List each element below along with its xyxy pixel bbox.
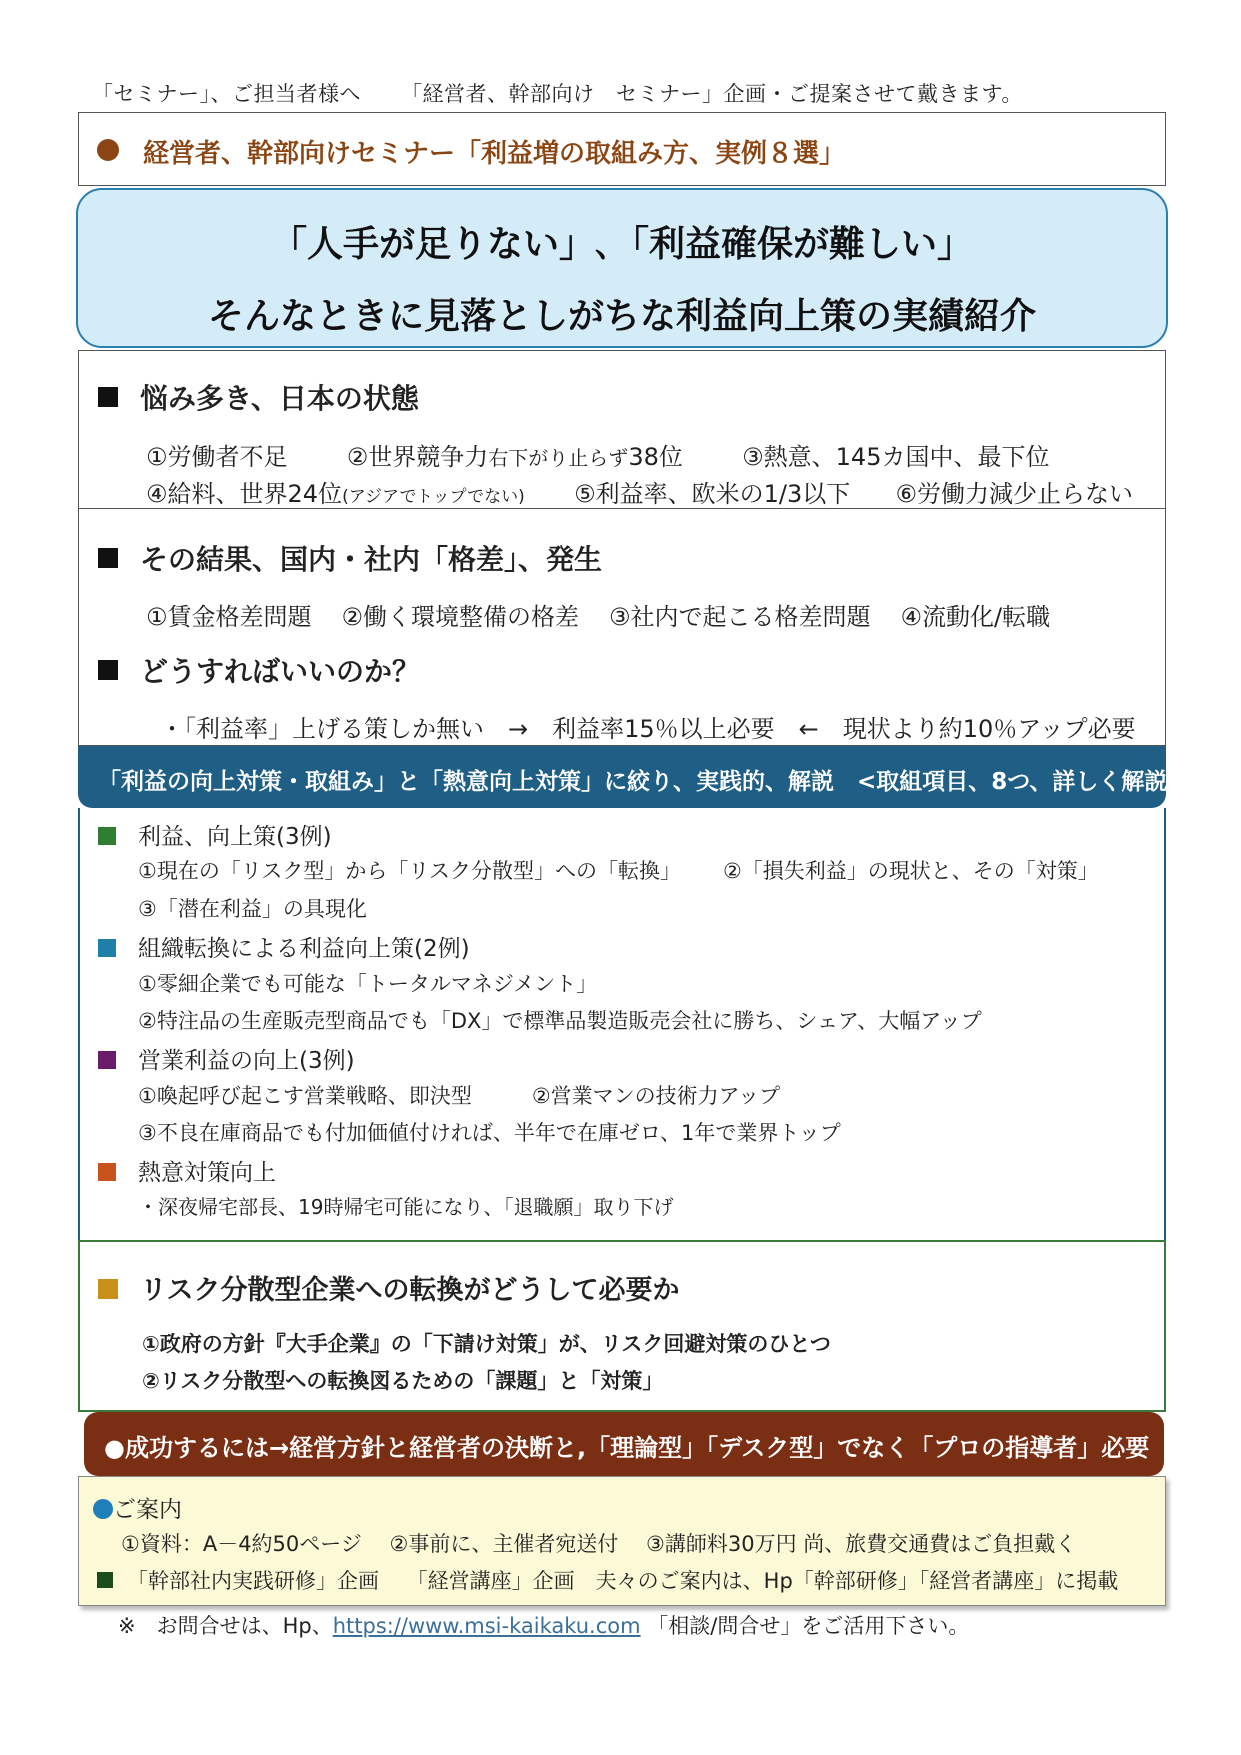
- hero-line-2: そんなときに見落としがちな利益向上策の実績紹介: [207, 296, 1036, 337]
- category-enthusiasm: 熱意対策向上: [98, 1154, 276, 1187]
- gold-square-icon: [98, 1279, 118, 1299]
- square-bullet-icon: [98, 660, 118, 680]
- green-square-icon: [98, 827, 116, 845]
- risk-item: ②リスク分散型への転換図るための「課題」と「対策」: [142, 1369, 664, 1393]
- top-line: [92, 78, 1023, 108]
- list-item: ②特注品の生産販売型商品でも「DX」で標準品製造販売会社に勝ち、シェア、大幅アップ: [138, 1009, 982, 1033]
- top-line-left: 「セミナー」、ご担当者様へ: [92, 82, 361, 106]
- japan-state-row-1: ①労働者不足 ②世界競争力右下がり止らず38位 ③熱意、145カ国中、最下位: [146, 443, 1050, 471]
- risk-heading: リスク分散型企業への転換がどうして必要か: [98, 1268, 679, 1307]
- footer-note: ※ お問合せは、Hp、https://www.msi-kaikaku.com 「相談/問合せ」をご活用下さい。: [118, 1614, 970, 1638]
- square-bullet-icon: [98, 387, 118, 407]
- what-to-do-heading: どうすればいいのか？: [98, 650, 420, 690]
- success-bar: [84, 1412, 1164, 1476]
- seminar-title-box: [78, 112, 1166, 186]
- bullet-dot-icon: [97, 139, 119, 161]
- japan-state-row-2: ④給料、世界24位(アジアでトップでない) ⑤利益率、欧米の1/3以下 ⑥労働力減少止らない: [146, 480, 1134, 508]
- success-bar-text: ●成功するには→経営方針と経営者の決断と,「理論型」「デスク型」でなく「プロの指導者」必要: [104, 1434, 1150, 1462]
- focus-bar: [78, 746, 1166, 808]
- website-link[interactable]: https://www.msi-kaikaku.com: [332, 1614, 641, 1638]
- list-item: ③「潜在利益」の具現化: [138, 897, 367, 921]
- risk-item: ①政府の方針『大手企業』の「下請け対策」が、リスク回避対策のひとつ: [142, 1332, 831, 1356]
- blue-dot-icon: [93, 1499, 113, 1519]
- hero-banner: [76, 188, 1168, 348]
- top-line-right: 「経営者、幹部向け セミナー」企画・ご提案させて戴きます。: [401, 82, 1023, 106]
- guide-box: [78, 1476, 1166, 1606]
- square-bullet-icon: [98, 548, 118, 568]
- category-sales: 営業利益の向上(3例): [98, 1042, 355, 1075]
- list-item: ③不良在庫商品でも付加価値付ければ、半年で在庫ゼロ、1年で業界トップ: [138, 1121, 841, 1145]
- purple-square-icon: [98, 1051, 116, 1069]
- list-item: ・深夜帰宅部長、19時帰宅可能になり、「退職願」取り下げ: [138, 1195, 674, 1219]
- guide-line-2: 「幹部社内実践研修」企画 「経営講座」企画 夫々のご案内は、Hp「幹部研修」「経営者講座」に掲載: [97, 1565, 1118, 1595]
- result-items: ①賃金格差問題 ②働く環境整備の格差 ③社内で起こる格差問題 ④流動化/転職: [146, 603, 1051, 631]
- seminar-title: 経営者、幹部向けセミナー「利益増の取組み方、実例８選」: [143, 139, 846, 169]
- category-organization: 組織転換による利益向上策(2例): [98, 930, 470, 963]
- dark-square-icon: [97, 1572, 113, 1588]
- blue-square-icon: [98, 939, 116, 957]
- orange-square-icon: [98, 1163, 116, 1181]
- category-profit: 利益、向上策(3例): [98, 818, 332, 851]
- result-heading: その結果、国内・社内「格差」、発生: [98, 538, 602, 578]
- focus-bar-text: 「利益の向上対策・取組み」と「熱意向上対策」に絞り、実践的、解説 <取組項目、8つ、詳しく解説: [98, 769, 1168, 795]
- guide-line-1: ①資料：A－4約50ページ ②事前に、主催者宛送付 ③講師料30万円 尚、旅費交通費はご負担戴く: [121, 1532, 1077, 1556]
- hero-line-1: 「人手が足りない」､「利益確保が難しい」: [270, 224, 973, 265]
- list-item: ①喚起呼び起こす営業戦略、即決型 ②営業マンの技術力アップ: [138, 1084, 781, 1108]
- list-item: ①現在の「リスク型」から「リスク分散型」への「転換」 ②「損失利益」の現状と、その「対策」: [138, 859, 1099, 883]
- what-to-do-line: ・「利益率」上げる策しか無い → 利益率15％以上必要 ← 現状より約10％アップ必要: [160, 715, 1136, 743]
- guide-heading: ご案内: [93, 1491, 182, 1524]
- list-item: ①零細企業でも可能な「トータルマネジメント」: [138, 972, 598, 996]
- japan-state-heading: 悩み多き、日本の状態: [98, 377, 419, 417]
